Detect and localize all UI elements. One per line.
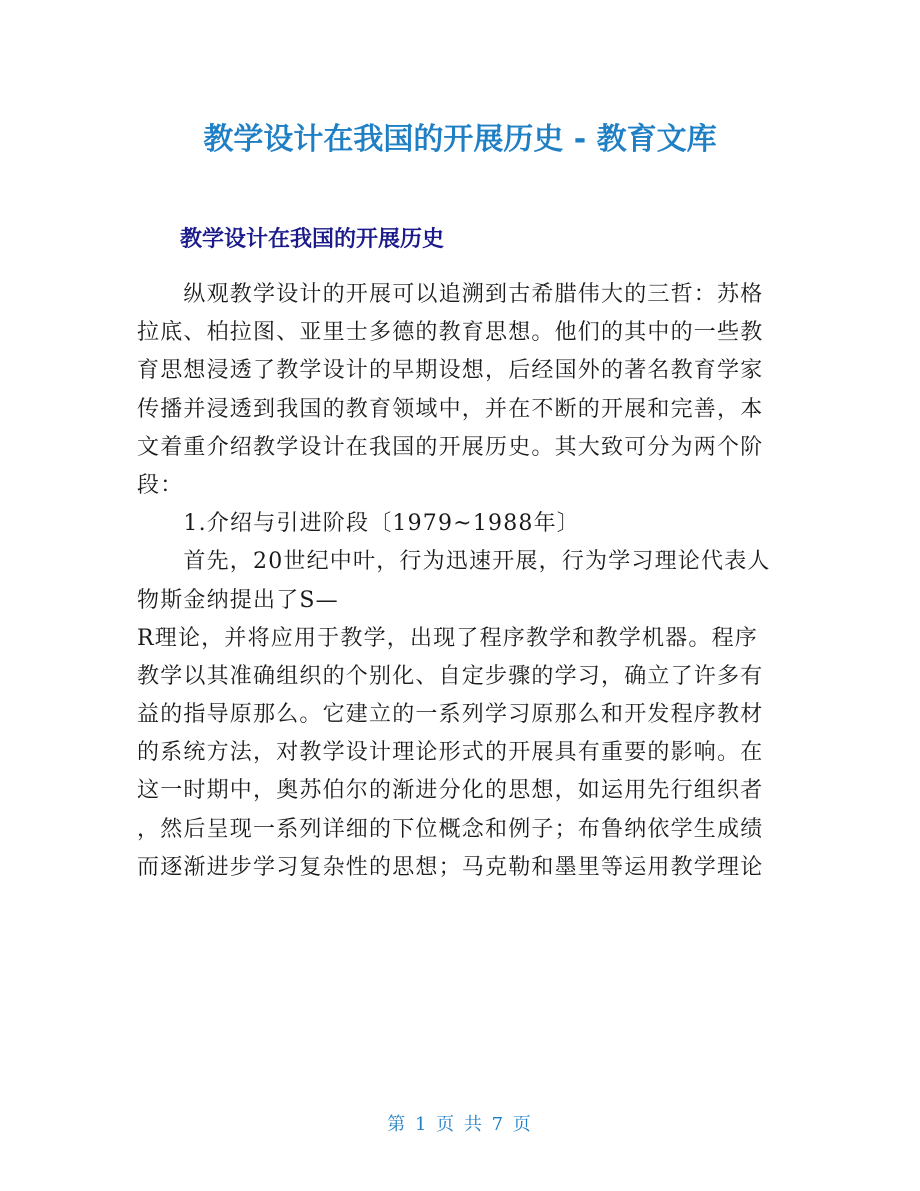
body-line: 益的指导原那么。它建立的一系列学习原那么和开发程序教材: [137, 702, 764, 728]
body-line: 段：: [137, 472, 184, 498]
body-line: ，然后呈现一系列详细的下位概念和例子；布鲁纳依学生成绩: [137, 816, 764, 842]
body-line: 首先，20世纪中叶，行为迅速开展，行为学习理论代表人: [137, 549, 771, 575]
subsection-heading: 1.介绍与引进阶段〔1979~1988年〕: [137, 511, 581, 537]
body-line: R理论，并将应用于教学，出现了程序教学和教学机器。程序: [137, 625, 758, 651]
body-line: 育思想浸透了教学设计的早期设想，后经国外的著名教育学家: [137, 358, 764, 384]
section-heading: 教学设计在我国的开展历史: [180, 227, 445, 252]
body-line: 教学以其准确组织的个别化、自定步骤的学习，确立了许多有: [137, 663, 764, 689]
page-number-footer: 第 1 页 共 7 页: [387, 1114, 533, 1135]
body-line: 传播并浸透到我国的教育领域中，并在不断的开展和完善，本: [137, 396, 764, 422]
body-line: 纵观教学设计的开展可以追溯到古希腊伟大的三哲：苏格: [137, 282, 764, 307]
body-line: 这一时期中，奥苏伯尔的渐进分化的思想，如运用先行组织者: [137, 778, 764, 804]
body-line: 拉底、柏拉图、亚里士多德的教育思想。他们的其中的一些教: [137, 320, 764, 346]
body-line: 而逐渐进步学习复杂性的思想；马克勒和墨里等运用教学理论: [137, 854, 764, 880]
body-line: 的系统方法，对教学设计理论形式的开展具有重要的影响。在: [137, 740, 764, 766]
document-body: [137, 276, 787, 887]
body-line: 物斯金纳提出了S—: [137, 587, 339, 613]
document-title: 教学设计在我国的开展历史 - 教育文库: [203, 122, 717, 157]
body-line: 文着重介绍教学设计在我国的开展历史。其大致可分为两个阶: [137, 434, 764, 460]
